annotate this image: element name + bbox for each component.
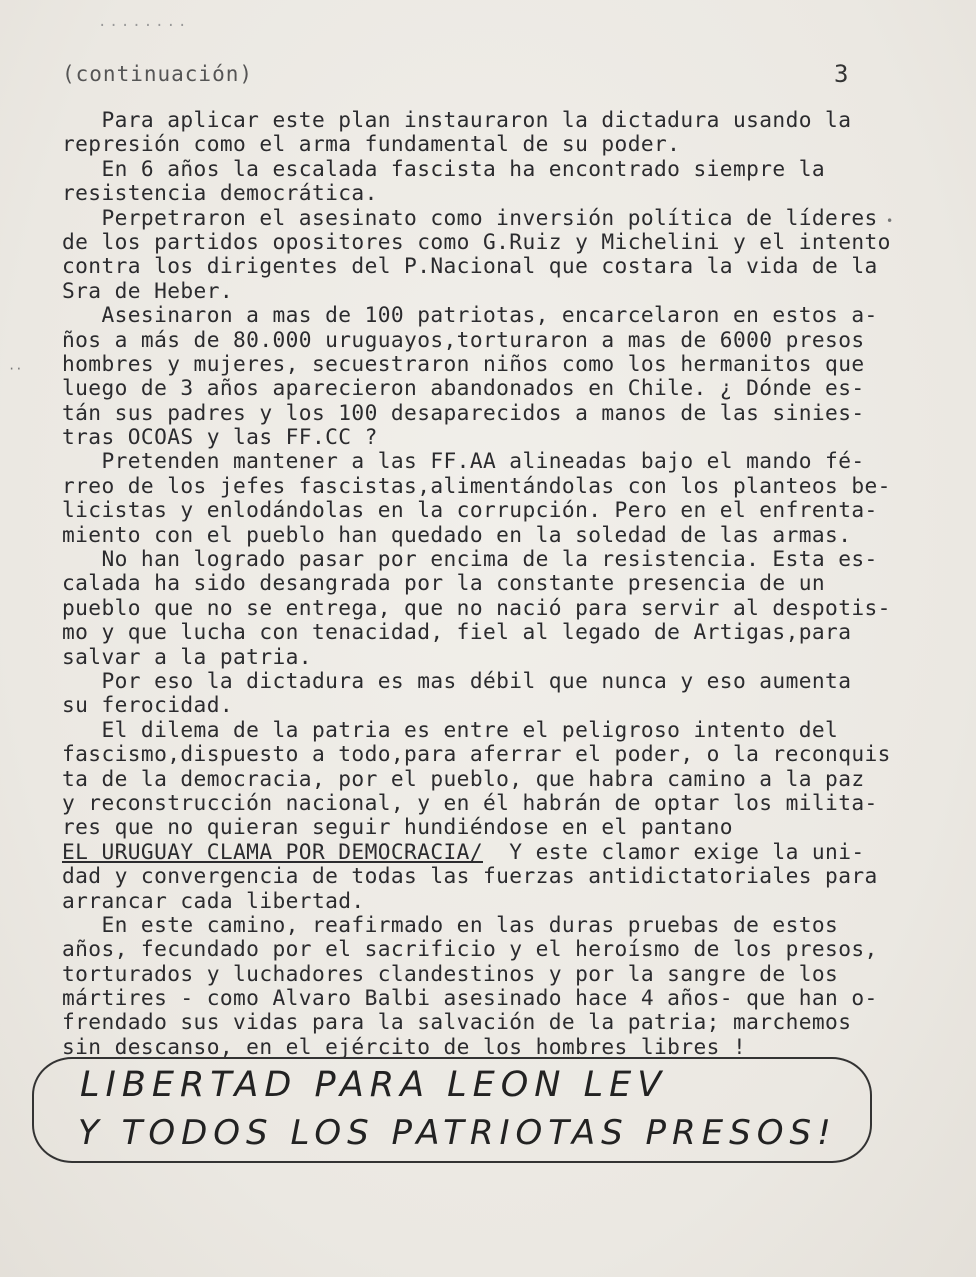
body-line: Para aplicar este plan instauraron la dictadura usando la [62, 107, 852, 132]
body-line: Asesinaron a mas de 100 patriotas, encarcelaron en estos a- [62, 302, 878, 328]
body-line: contra los dirigentes del P.Nacional que costara la vida de la [62, 253, 878, 279]
body-line: arrancar cada libertad. [62, 887, 365, 913]
body-line: tras OCOAS y las FF.CC ? [62, 424, 378, 450]
body-line: No han logrado pasar por encima de la resistencia. Esta es- [62, 546, 878, 572]
slogan-line-1: LIBERTAD PARA LEON LEV [80, 1065, 668, 1105]
body-line: y reconstrucción nacional, y en él habrán de optar los milita- [62, 789, 878, 815]
underlined-slogan: EL URUGUAY CLAMA POR DEMOCRACIA/ [62, 838, 483, 864]
body-line: salvar a la patria. [62, 643, 312, 669]
body-line: res que no quieran seguir hundiéndose en el pantano [62, 814, 733, 840]
body-line: Sra de Heber. [62, 277, 234, 303]
body-text [62, 108, 892, 1059]
body-line: frendado sus vidas para la salvación de la patria; marchemos [62, 1009, 852, 1035]
body-line: tán sus padres y los 100 desaparecidos a manos de las sinies- [62, 399, 865, 425]
body-line: fascismo,dispuesto a todo,para aferrar el poder, o la reconquis [62, 741, 891, 767]
body-line-mixed [62, 840, 892, 864]
body-line: licistas y enlodándolas en la corrupción. Pero en el enfrenta- [62, 497, 878, 523]
body-line: miento con el pueblo han quedado en la soledad de las armas. [62, 521, 852, 547]
continuation-heading: (continuación) [62, 62, 254, 86]
body-line: años, fecundado por el sacrificio y el heroísmo de los presos, [62, 936, 878, 962]
body-line: En 6 años la escalada fascista ha encontrado siempre la [62, 155, 826, 181]
page-number: 3 [834, 60, 849, 88]
body-line: Pretenden mantener a las FF.AA alineadas bajo el mando fé- [62, 448, 865, 474]
slogan-line-2: Y TODOS LOS PATRIOTAS PRESOS! [78, 1113, 837, 1153]
handwritten-slogan-box [32, 1057, 872, 1163]
body-line: rreo de los jefes fascistas,alimentándolas con los planteos be- [62, 472, 891, 498]
body-line: El dilema de la patria es entre el peligroso intento del [62, 716, 839, 742]
body-line: mo y que lucha con tenacidad, fiel al legado de Artigas,para [62, 619, 852, 645]
margin-mark: • [886, 214, 894, 228]
body-line: represión como el arma fundamental de su poder. [62, 131, 681, 157]
body-line: sin descanso, en el ejército de los hombres libres ! [62, 1033, 747, 1059]
top-dots: ........ [98, 14, 190, 30]
body-line: calada ha sido desangrada por la constante presencia de un [62, 570, 826, 596]
body-line: su ferocidad. [62, 692, 234, 718]
body-line: En este camino, reafirmado en las duras pruebas de estos [62, 911, 839, 937]
body-line: pueblo que no se entrega, que no nació para servir al despotis- [62, 594, 891, 620]
body-line: de los partidos opositores como G.Ruiz y Michelini y el intento [62, 228, 891, 254]
body-line: ta de la democracia, por el pueblo, que habra camino a la paz [62, 765, 865, 791]
body-line: torturados y luchadores clandestinos y por la sangre de los [62, 960, 839, 986]
body-line: dad y convergencia de todas las fuerzas antidictatoriales para [62, 863, 878, 889]
body-line: Perpetraron el asesinato como inversión política de líderes [62, 204, 878, 230]
body-line: hombres y mujeres, secuestraron niños como los hermanitos que [62, 350, 865, 376]
body-line: Por eso la dictadura es mas débil que nunca y eso aumenta [62, 667, 852, 693]
body-line: ños a más de 80.000 uruguayos,torturaron a mas de 6000 presos [62, 326, 865, 352]
body-line: luego de 3 años aparecieron abandonados en Chile. ¿ Dónde es- [62, 375, 865, 401]
body-line-continuation: Y este clamor exige la uni- [483, 838, 865, 864]
margin-mark: ·· [8, 362, 23, 376]
body-line: mártires - como Alvaro Balbi asesinado hace 4 años- que han o- [62, 985, 878, 1011]
body-line: resistencia democrática. [62, 180, 378, 206]
